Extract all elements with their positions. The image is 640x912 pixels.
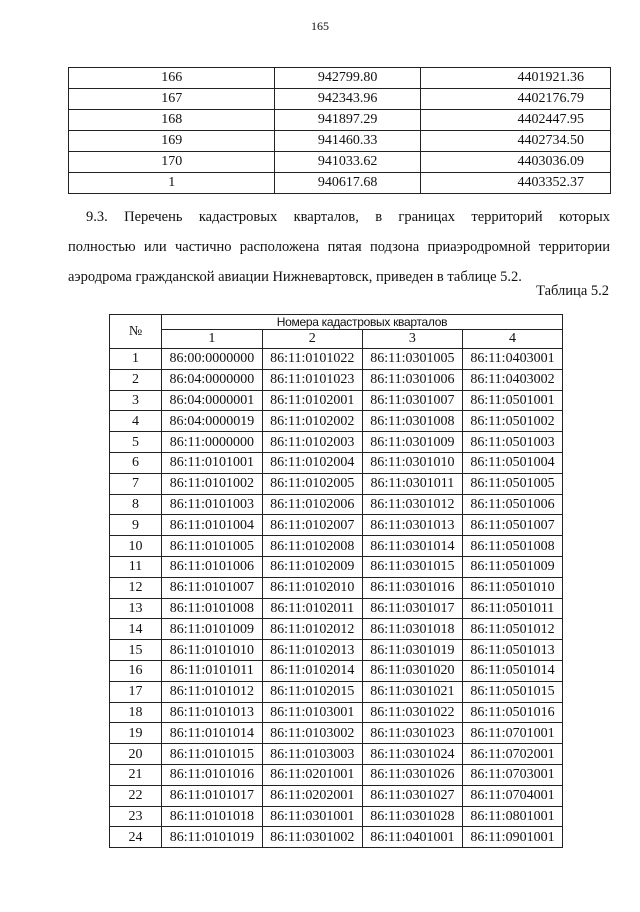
table-cell: 86:11:0102002	[262, 411, 362, 432]
table-cell: 86:11:0301006	[362, 369, 462, 390]
table-cell: 86:11:0501007	[462, 515, 562, 536]
table-cell: 10	[110, 536, 162, 557]
table-cell: 86:11:0301013	[362, 515, 462, 536]
table-cell: 168	[69, 110, 275, 131]
table-cell: 16	[110, 660, 162, 681]
table-cell: 86:11:0103003	[262, 744, 362, 765]
table-cell: 4403352.37	[420, 173, 610, 194]
table-cell: 22	[110, 785, 162, 806]
cadastral-row	[110, 744, 563, 765]
table-cell: 6	[110, 452, 162, 473]
table-cell: 21	[110, 764, 162, 785]
table-cell: 86:11:0702001	[462, 744, 562, 765]
table-cell: 24	[110, 827, 162, 848]
cadastral-row	[110, 702, 563, 723]
table-cell: 86:11:0301015	[362, 556, 462, 577]
column-header-2: 2	[262, 330, 362, 349]
table-cell: 86:11:0501009	[462, 556, 562, 577]
cadastral-row	[110, 473, 563, 494]
table-cell: 86:11:0301007	[362, 390, 462, 411]
column-header-1: 1	[162, 330, 263, 349]
table-cell: 86:11:0301021	[362, 681, 462, 702]
table-cell: 86:11:0101018	[162, 806, 263, 827]
table-cell: 86:11:0301012	[362, 494, 462, 515]
cadastral-row	[110, 432, 563, 453]
table-cell: 86:11:0501015	[462, 681, 562, 702]
table-cell: 169	[69, 131, 275, 152]
table-cell: 11	[110, 556, 162, 577]
table-cell: 86:11:0301002	[262, 827, 362, 848]
table-cell: 5	[110, 432, 162, 453]
table-cell: 86:11:0000000	[162, 432, 263, 453]
table-cell: 86:11:0501004	[462, 452, 562, 473]
table-cell: 86:11:0102006	[262, 494, 362, 515]
table-cell: 9	[110, 515, 162, 536]
table-cell: 15	[110, 640, 162, 661]
table-cell: 7	[110, 473, 162, 494]
table-cell: 170	[69, 152, 275, 173]
table-cell: 86:11:0102009	[262, 556, 362, 577]
table-cell: 86:11:0501008	[462, 536, 562, 557]
cadastral-row	[110, 369, 563, 390]
table-cell: 86:11:0301014	[362, 536, 462, 557]
num-column-header: №	[110, 315, 162, 349]
column-header-3: 3	[362, 330, 462, 349]
table-cell: 2	[110, 369, 162, 390]
table-cell: 167	[69, 89, 275, 110]
table-caption: Таблица 5.2	[536, 283, 609, 299]
table-cell: 86:11:0102008	[262, 536, 362, 557]
table-cell: 1	[110, 349, 162, 370]
table-cell: 86:11:0301001	[262, 806, 362, 827]
cadastral-row	[110, 660, 563, 681]
table-cell: 86:00:0000000	[162, 349, 263, 370]
table-cell: 86:11:0301008	[362, 411, 462, 432]
cadastral-row	[110, 806, 563, 827]
table-cell: 23	[110, 806, 162, 827]
table-cell: 86:11:0101009	[162, 619, 263, 640]
cadastral-row	[110, 827, 563, 848]
table-cell: 941033.62	[275, 152, 420, 173]
table-cell: 86:11:0102010	[262, 577, 362, 598]
table-cell: 86:11:0102004	[262, 452, 362, 473]
table-cell: 86:04:0000000	[162, 369, 263, 390]
table-cell: 86:04:0000001	[162, 390, 263, 411]
paragraph-line-3: аэродрома гражданской авиации Нижневартовск, приведен в таблице 5.2.	[68, 269, 522, 285]
cadastral-table-body	[110, 349, 563, 848]
table-cell: 86:11:0102005	[262, 473, 362, 494]
cadastral-row	[110, 619, 563, 640]
cadastral-row	[110, 494, 563, 515]
table-cell: 4	[110, 411, 162, 432]
table-cell: 86:11:0101012	[162, 681, 263, 702]
table-cell: 86:11:0301026	[362, 764, 462, 785]
table-cell: 12	[110, 577, 162, 598]
table-cell: 942343.96	[275, 89, 420, 110]
table-cell: 86:11:0202001	[262, 785, 362, 806]
coordinates-table	[68, 67, 611, 194]
cadastral-row	[110, 411, 563, 432]
table-cell: 86:11:0101002	[162, 473, 263, 494]
coordinates-row	[69, 173, 611, 194]
table-cell: 86:11:0301020	[362, 660, 462, 681]
table-cell: 86:11:0101015	[162, 744, 263, 765]
cadastral-row	[110, 390, 563, 411]
table-cell: 8	[110, 494, 162, 515]
table-cell: 86:11:0102012	[262, 619, 362, 640]
table-cell: 86:11:0301027	[362, 785, 462, 806]
table-cell: 86:11:0101010	[162, 640, 263, 661]
table-cell: 86:11:0101011	[162, 660, 263, 681]
table-cell: 86:11:0501006	[462, 494, 562, 515]
table-cell: 4402447.95	[420, 110, 610, 131]
table-cell: 86:11:0501003	[462, 432, 562, 453]
table-cell: 86:11:0101004	[162, 515, 263, 536]
cadastral-row	[110, 452, 563, 473]
table-cell: 20	[110, 744, 162, 765]
table-cell: 86:11:0403002	[462, 369, 562, 390]
cadastral-row	[110, 785, 563, 806]
table-cell: 86:11:0301023	[362, 723, 462, 744]
table-cell: 86:11:0301009	[362, 432, 462, 453]
table-cell: 86:11:0101019	[162, 827, 263, 848]
table-cell: 86:11:0101016	[162, 764, 263, 785]
table-cell: 86:11:0501001	[462, 390, 562, 411]
table-cell: 86:11:0102003	[262, 432, 362, 453]
table-cell: 86:11:0101006	[162, 556, 263, 577]
table-cell: 86:11:0102001	[262, 390, 362, 411]
table-cell: 13	[110, 598, 162, 619]
table-cell: 86:11:0101023	[262, 369, 362, 390]
column-header-4: 4	[462, 330, 562, 349]
table-cell: 86:11:0101007	[162, 577, 263, 598]
table-cell: 86:11:0501013	[462, 640, 562, 661]
cadastral-row	[110, 515, 563, 536]
table-cell: 3	[110, 390, 162, 411]
table-cell: 1	[69, 173, 275, 194]
table-cell: 18	[110, 702, 162, 723]
paragraph-line-1: 9.3. Перечень кадастровых кварталов, в границах территорий которых	[86, 209, 610, 225]
cadastral-row	[110, 536, 563, 557]
table-cell: 17	[110, 681, 162, 702]
table-cell: 86:11:0101001	[162, 452, 263, 473]
table-cell: 86:11:0301010	[362, 452, 462, 473]
table-cell: 86:11:0501005	[462, 473, 562, 494]
table-cell: 86:11:0101014	[162, 723, 263, 744]
table-cell: 86:11:0704001	[462, 785, 562, 806]
table-cell: 86:11:0501010	[462, 577, 562, 598]
table-cell: 86:11:0501002	[462, 411, 562, 432]
cadastral-row	[110, 577, 563, 598]
table-cell: 86:11:0103001	[262, 702, 362, 723]
table-cell: 86:11:0801001	[462, 806, 562, 827]
cadastral-row	[110, 556, 563, 577]
coordinates-row	[69, 152, 611, 173]
table-cell: 86:11:0301016	[362, 577, 462, 598]
coordinates-row	[69, 89, 611, 110]
coordinates-table-body	[69, 68, 611, 194]
table-cell: 86:11:0401001	[362, 827, 462, 848]
table-cell: 86:11:0301018	[362, 619, 462, 640]
table-cell: 86:11:0301011	[362, 473, 462, 494]
table-cell: 941897.29	[275, 110, 420, 131]
cadastral-row	[110, 640, 563, 661]
table-cell: 4402734.50	[420, 131, 610, 152]
table-cell: 86:11:0403001	[462, 349, 562, 370]
cadastral-row	[110, 764, 563, 785]
table-cell: 86:11:0201001	[262, 764, 362, 785]
cadastral-group-header: Номера кадастровых кварталов	[162, 315, 563, 330]
table-cell: 4402176.79	[420, 89, 610, 110]
cadastral-row	[110, 681, 563, 702]
table-cell: 4403036.09	[420, 152, 610, 173]
coordinates-row	[69, 110, 611, 131]
table-cell: 86:11:0901001	[462, 827, 562, 848]
table-cell: 86:11:0703001	[462, 764, 562, 785]
cadastral-row	[110, 349, 563, 370]
table-cell: 86:11:0103002	[262, 723, 362, 744]
table-cell: 86:11:0301017	[362, 598, 462, 619]
table-cell: 4401921.36	[420, 68, 610, 89]
cadastral-row	[110, 723, 563, 744]
coordinates-row	[69, 131, 611, 152]
table-cell: 86:11:0101017	[162, 785, 263, 806]
table-cell: 166	[69, 68, 275, 89]
table-cell: 86:04:0000019	[162, 411, 263, 432]
table-cell: 86:11:0301028	[362, 806, 462, 827]
table-cell: 86:11:0102014	[262, 660, 362, 681]
paragraph-line-2: полностью или частично расположена пятая подзона приаэродромной территории	[68, 239, 610, 255]
table-cell: 86:11:0101005	[162, 536, 263, 557]
table-cell: 86:11:0101003	[162, 494, 263, 515]
table-cell: 86:11:0101008	[162, 598, 263, 619]
paragraph-9-3	[68, 202, 610, 292]
table-cell: 942799.80	[275, 68, 420, 89]
table-cell: 86:11:0102013	[262, 640, 362, 661]
table-cell: 14	[110, 619, 162, 640]
table-cell: 86:11:0301024	[362, 744, 462, 765]
table-cell: 86:11:0501016	[462, 702, 562, 723]
page-number: 165	[311, 19, 329, 33]
cadastral-row	[110, 598, 563, 619]
table-cell: 86:11:0101013	[162, 702, 263, 723]
table-cell: 940617.68	[275, 173, 420, 194]
table-cell: 86:11:0501011	[462, 598, 562, 619]
table-cell: 86:11:0301005	[362, 349, 462, 370]
table-cell: 86:11:0301019	[362, 640, 462, 661]
table-cell: 86:11:0102011	[262, 598, 362, 619]
table-cell: 941460.33	[275, 131, 420, 152]
table-cell: 86:11:0102007	[262, 515, 362, 536]
table-cell: 19	[110, 723, 162, 744]
table-cell: 86:11:0301022	[362, 702, 462, 723]
table-cell: 86:11:0102015	[262, 681, 362, 702]
coordinates-row	[69, 68, 611, 89]
table-cell: 86:11:0701001	[462, 723, 562, 744]
table-cell: 86:11:0501014	[462, 660, 562, 681]
table-cell: 86:11:0501012	[462, 619, 562, 640]
table-cell: 86:11:0101022	[262, 349, 362, 370]
cadastral-quarters-table	[109, 314, 563, 848]
